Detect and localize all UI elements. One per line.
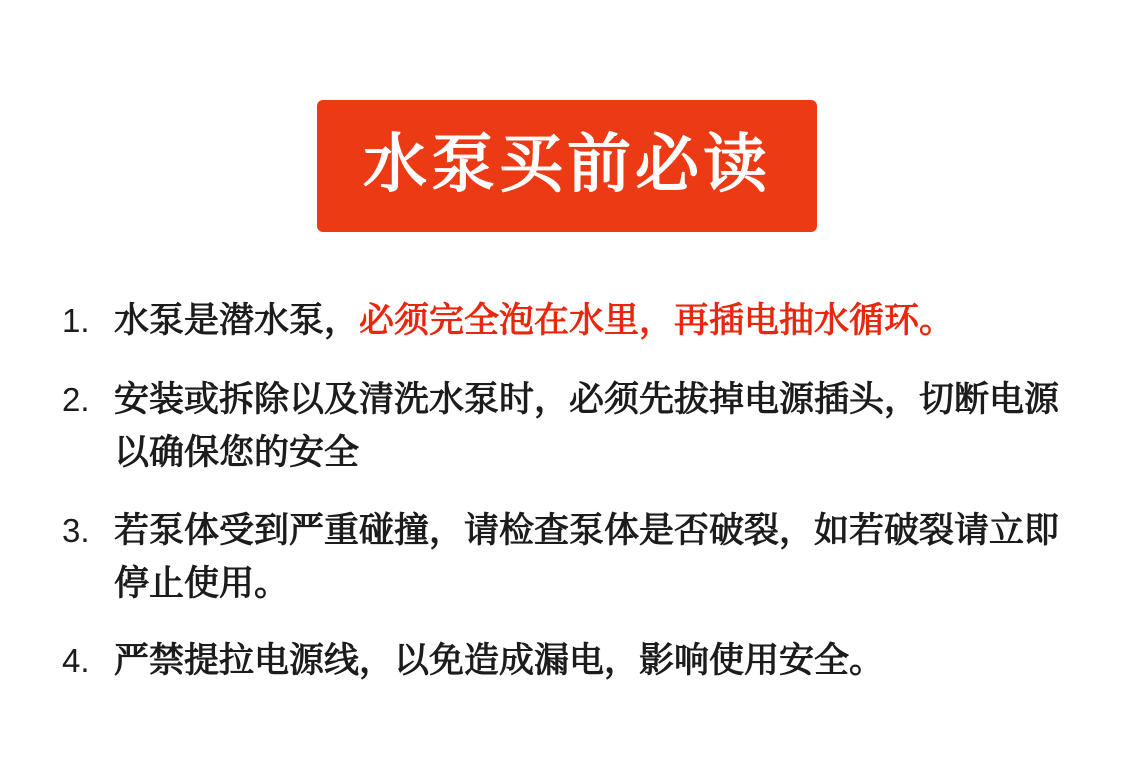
list-item-text: 若泵体受到严重碰撞，请检查泵体是否破裂，如若破裂请立即停止使用。 (114, 510, 1060, 603)
title-section (0, 0, 1134, 232)
list-item-text-plain: 水泵是潜水泵， (114, 301, 360, 340)
list-item (62, 373, 1074, 479)
list-item-number: 3. (62, 511, 90, 549)
list-item-text-highlight: 必须完全泡在水里，再插电抽水循环。 (359, 301, 955, 340)
list-item-text (114, 294, 1074, 347)
list-item (62, 294, 1074, 347)
list-item-text: 安装或拆除以及清洗水泵时，必须先拔掉电源插头，切断电源以确保您的安全 (114, 380, 1060, 473)
list-item-number: 2. (62, 381, 90, 419)
list-item (62, 634, 1074, 687)
list-item-number: 1. (62, 302, 90, 339)
notice-list (62, 294, 1074, 687)
list-item (62, 504, 1074, 610)
page-title: 水泵买前必读 (317, 100, 817, 232)
list-item-number: 4. (62, 641, 90, 679)
list-item-text: 严禁提拉电源线，以免造成漏电，影响使用安全。 (114, 640, 885, 680)
